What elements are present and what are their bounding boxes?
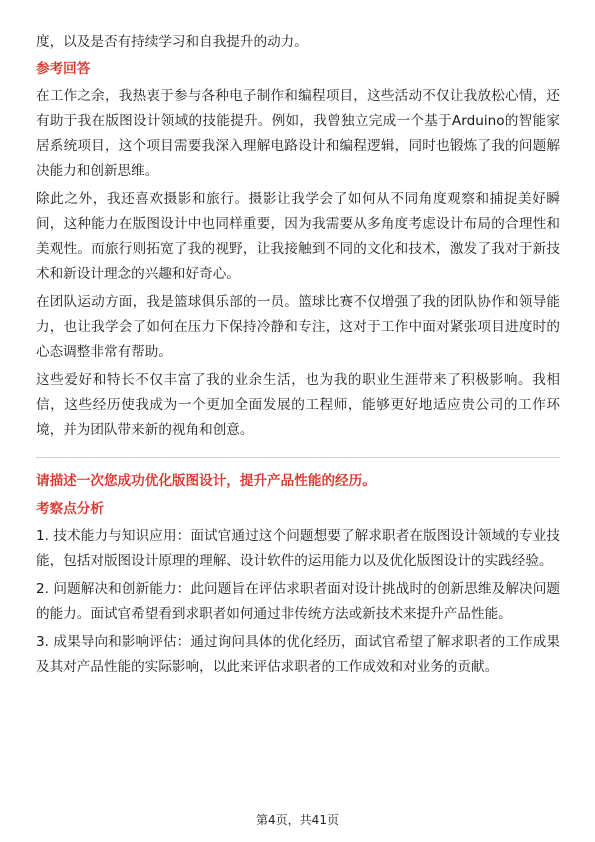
page-number-footer: 第4页，共41页 — [256, 813, 339, 827]
analysis-item-3: 3. 成果导向和影响评估：通过询问具体的优化经历，面试官希望了解求职者的工作成果及其对产品性能的实际影响，以此来评估求职者的工作成效和对业务的贡献。 — [36, 634, 560, 675]
answer-paragraph-3: 在团队运动方面，我是篮球俱乐部的一员。篮球比赛不仅增强了我的团队协作和领导能力，也让我学会了如何在压力下保持冷静和专注，这对于工作中面对紧张项目进度时的心态调整非常有帮助。 — [36, 294, 560, 360]
answer-paragraph-1: 在工作之余，我热衷于参与各种电子制作和编程项目，这些活动不仅让我放松心情，还有助于我在版图设计领域的技能提升。例如，我曾独立完成一个基于Arduino的智能家居系统项目，这个项目需要我深入理解电路设计和编程逻辑，同时也锻炼了我的问题解决能力和创新思维。 — [36, 88, 560, 179]
analysis-item-1: 1. 技术能力与知识应用：面试官通过这个问题想要了解求职者在版图设计领域的专业技能，包括对版图设计原理的理解、设计软件的运用能力以及优化版图设计的实践经验。 — [36, 528, 560, 569]
analysis-item-2: 2. 问题解决和创新能力：此问题旨在评估求职者面对设计挑战时的创新思维及解决问题的能力。面试官希望看到求职者如何通过非传统方法或新技术来提升产品性能。 — [36, 581, 560, 622]
section-divider — [36, 457, 560, 458]
question-title: 请描述一次您成功优化版图设计，提升产品性能的经历。 — [36, 473, 376, 489]
answer-heading: 参考回答 — [36, 61, 91, 77]
analysis-heading: 考察点分析 — [36, 501, 104, 517]
answer-paragraph-2: 除此之外，我还喜欢摄影和旅行。摄影让我学会了如何从不同角度观察和捕捉美好瞬间，这种能力在版图设计中也同样重要，因为我需要从多角度考虑设计布局的合理性和美观性。而旅行则拓宽了我的视野，让我接触到不同的文化和技术，激发了我对于新技术和新设计理念的兴趣和好奇心。 — [36, 191, 560, 282]
answer-paragraph-4: 这些爱好和特长不仅丰富了我的业余生活，也为我的职业生涯带来了积极影响。我相信，这些经历使我成为一个更加全面发展的工程师，能够更好地适应贵公司的工作环境，并为团队带来新的视角和创意。 — [36, 372, 560, 438]
document-body — [36, 30, 560, 683]
intro-tail-paragraph: 度，以及是否有持续学习和自我提升的动力。 — [36, 34, 308, 50]
